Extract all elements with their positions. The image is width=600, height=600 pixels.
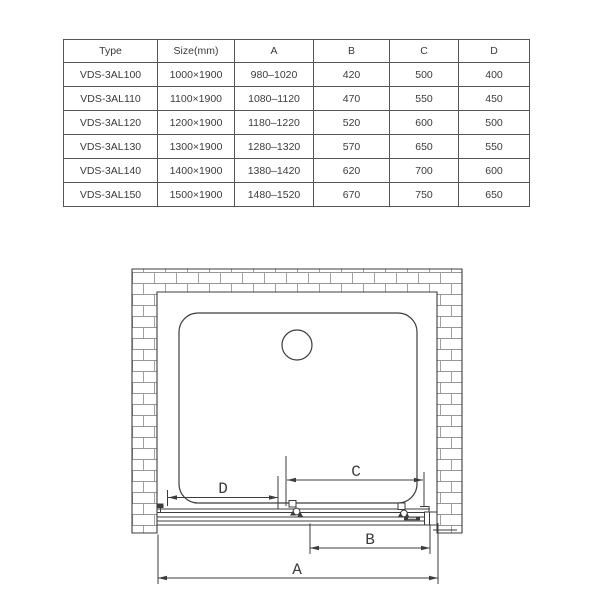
col-header-type: Type bbox=[64, 40, 158, 63]
cell-c: 700 bbox=[390, 159, 459, 183]
cell-type: VDS-3AL140 bbox=[64, 159, 158, 183]
wall-bracket-left bbox=[158, 504, 164, 513]
col-header-c: C bbox=[390, 40, 459, 63]
col-header-d: D bbox=[459, 40, 530, 63]
cell-a: 1180–1220 bbox=[235, 111, 314, 135]
cell-c: 500 bbox=[390, 63, 459, 87]
cell-c: 550 bbox=[390, 87, 459, 111]
cell-type: VDS-3AL130 bbox=[64, 135, 158, 159]
cell-a: 1080–1120 bbox=[235, 87, 314, 111]
table-row bbox=[64, 111, 530, 135]
dimension-a bbox=[158, 523, 438, 584]
table-header-row bbox=[64, 40, 530, 63]
col-header-a: A bbox=[235, 40, 314, 63]
cell-d: 500 bbox=[459, 111, 530, 135]
table-row bbox=[64, 159, 530, 183]
cell-a: 980–1020 bbox=[235, 63, 314, 87]
door-guide-block bbox=[404, 517, 420, 521]
technical-drawing bbox=[0, 250, 600, 600]
dimension-label-d: D bbox=[218, 480, 228, 498]
cell-b: 520 bbox=[314, 111, 390, 135]
cell-type: VDS-3AL100 bbox=[64, 63, 158, 87]
cell-type: VDS-3AL150 bbox=[64, 183, 158, 207]
cell-d: 650 bbox=[459, 183, 530, 207]
cell-size: 1100×1900 bbox=[158, 87, 235, 111]
cell-size: 1200×1900 bbox=[158, 111, 235, 135]
col-header-size: Size(mm) bbox=[158, 40, 235, 63]
table-row bbox=[64, 135, 530, 159]
cell-type: VDS-3AL110 bbox=[64, 87, 158, 111]
cell-b: 570 bbox=[314, 135, 390, 159]
cell-b: 470 bbox=[314, 87, 390, 111]
cell-size: 1300×1900 bbox=[158, 135, 235, 159]
cell-a: 1380–1420 bbox=[235, 159, 314, 183]
cell-c: 600 bbox=[390, 111, 459, 135]
table-row bbox=[64, 183, 530, 207]
cell-a: 1480–1520 bbox=[235, 183, 314, 207]
dimension-b bbox=[310, 524, 430, 555]
cell-b: 670 bbox=[314, 183, 390, 207]
cell-d: 550 bbox=[459, 135, 530, 159]
spec-table bbox=[63, 39, 530, 207]
table-row bbox=[64, 87, 530, 111]
cell-size: 1500×1900 bbox=[158, 183, 235, 207]
table-row bbox=[64, 63, 530, 87]
cell-d: 450 bbox=[459, 87, 530, 111]
cell-b: 420 bbox=[314, 63, 390, 87]
cell-c: 650 bbox=[390, 135, 459, 159]
cell-size: 1000×1900 bbox=[158, 63, 235, 87]
cell-d: 400 bbox=[459, 63, 530, 87]
cell-d: 600 bbox=[459, 159, 530, 183]
cell-size: 1400×1900 bbox=[158, 159, 235, 183]
col-header-b: B bbox=[314, 40, 390, 63]
drain-circle bbox=[282, 330, 312, 360]
cell-type: VDS-3AL120 bbox=[64, 111, 158, 135]
dimension-label-b: B bbox=[365, 531, 375, 549]
dimension-label-c: C bbox=[351, 463, 361, 481]
cell-a: 1280–1320 bbox=[235, 135, 314, 159]
cell-b: 620 bbox=[314, 159, 390, 183]
roller-right bbox=[398, 503, 411, 518]
cell-c: 750 bbox=[390, 183, 459, 207]
dimension-label-a: A bbox=[292, 561, 302, 579]
